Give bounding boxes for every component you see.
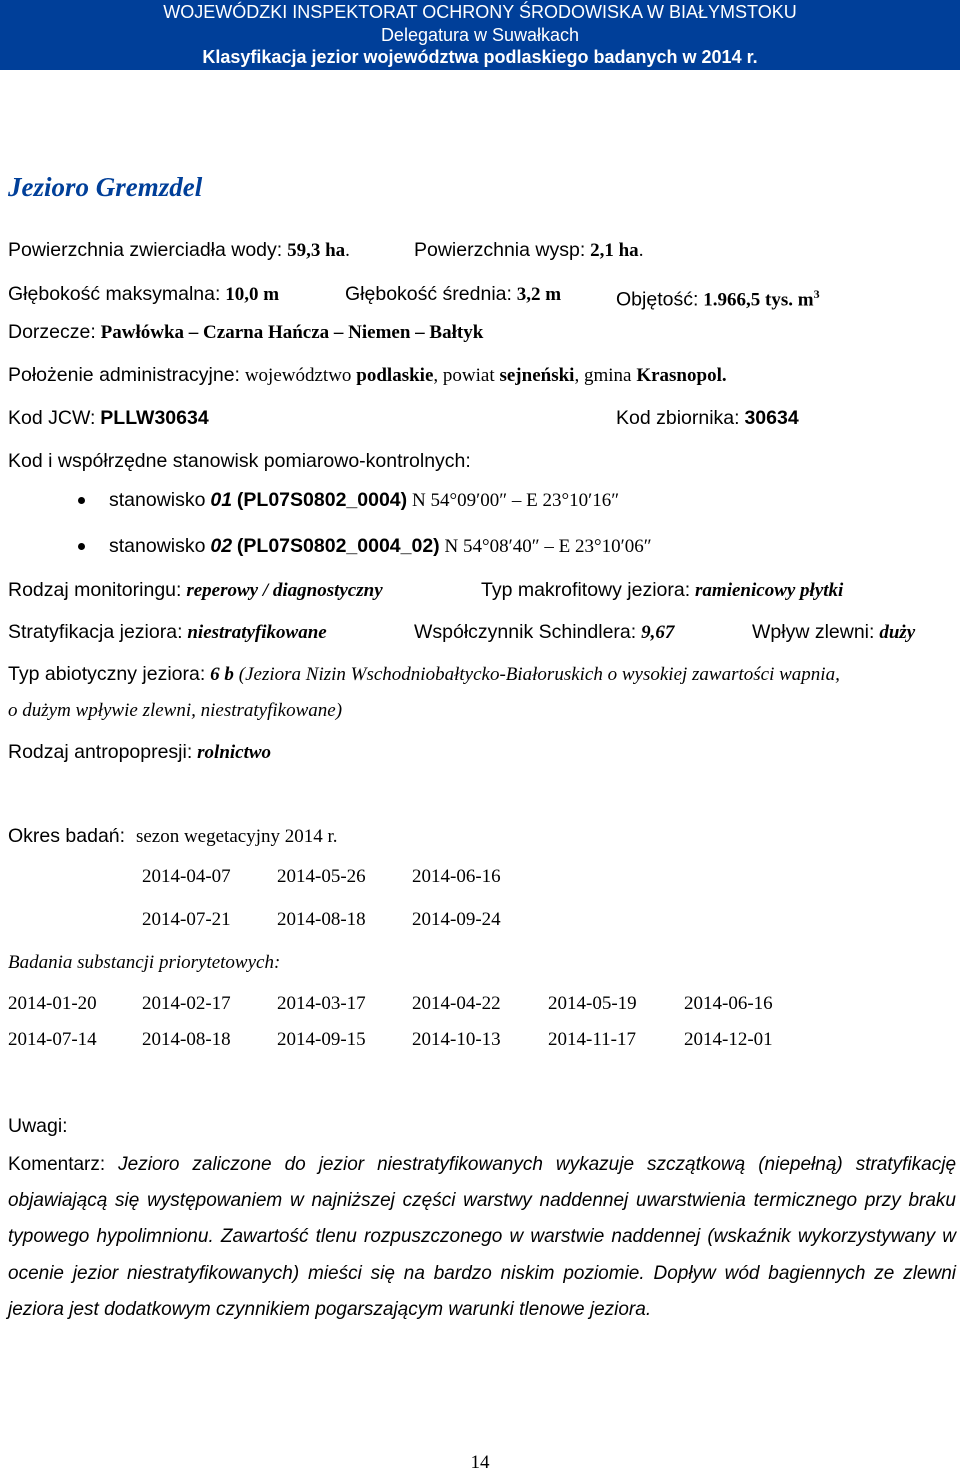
sampling-date: 2014-05-26 [277,866,366,887]
volume [616,282,820,313]
abiotic-value: 6 b [210,664,234,685]
macrophyte-type [481,578,843,603]
abiotic-label: Typ abiotyczny jeziora: [8,663,206,685]
stations-heading: Kod i współrzędne stanowisk pomiarowo-kontrolnych: [8,450,471,472]
basin-row [8,320,483,345]
macrophyte-label: Typ makrofitowy jeziora: [481,579,691,601]
lake-title: Jezioro Gremzdel [8,172,203,202]
anthropopressure-value: rolnictwo [197,742,272,763]
islands-surface-label: Powierzchnia wysp: [414,239,586,261]
study-period-label: Okres badań: [8,825,126,847]
study-period-value: sezon wegetacyjny 2014 r. [135,826,338,847]
station-code: (PL07S0802_0004_02) [236,535,440,557]
remarks-heading: Uwagi: [8,1115,68,1137]
sampling-date: 2014-08-18 [277,909,366,930]
priority-date: 2014-05-19 [548,993,637,1014]
station-coordinates: N 54°09′00″ – E 23°10′16″ [412,490,620,511]
station-number: 01 [210,489,233,511]
station-label: stanowisko [109,535,206,557]
priority-date: 2014-08-18 [142,1029,231,1050]
header-delegation: Delegatura w Suwałkach [0,24,960,46]
reservoir-value: 30634 [744,407,799,429]
priority-date: 2014-03-17 [277,993,366,1014]
basin-value: Pawłówka – Czarna Hańcza – Niemen – Bałtyk [100,322,484,343]
reservoir-label: Kod zbiornika: [616,407,740,429]
max-depth [8,282,279,307]
macrophyte-value: ramienicowy płytki [695,580,844,601]
location-text-county: , powiat [433,365,495,386]
priority-substances-label: Badania substancji priorytetowych: [8,952,281,973]
anthropopressure-label: Rodzaj antropopresji: [8,741,193,763]
jcw-value: PLLW30634 [100,407,209,429]
catchment-impact [752,620,915,645]
islands-surface-value: 2,1 ha [590,240,639,261]
catchment-label: Wpływ zlewni: [752,621,875,643]
priority-date: 2014-11-17 [548,1029,636,1050]
basin-label: Dorzecze: [8,321,96,343]
stratification-value: niestratyfikowane [187,622,327,643]
sampling-date: 2014-06-16 [412,866,501,887]
volume-label: Objętość: [616,288,699,311]
schindler-coefficient [414,620,674,645]
priority-date: 2014-10-13 [412,1029,501,1050]
anthropopressure [8,740,271,765]
volume-value: 1.966,5 tys. m [703,289,814,311]
location-label: Położenie administracyjne: [8,364,240,386]
abiotic-type [8,662,840,687]
islands-row: Powierzchnia wysp: 2,1 ha. [414,239,644,261]
monitoring-label: Rodzaj monitoringu: [8,579,182,601]
abiotic-description: (Jeziora Nizin Wschodniobałtycko-Białoruskich o wysokiej zawartości wapnia, [238,664,840,685]
monitoring-type [8,578,383,603]
comment-text: Jezioro zaliczone do jezior niestratyfikowanych wykazuje szczątkową (niepełną) stratyfikację objawiającą się występowaniem w najniższej części warstwy naddennej uwarstwienia termicznego przy braku typowego hypolimnionu. Zawartość tlenu rozpuszczonego w warstwie naddennej (wskaźnik wykorzystywany w ocenie jezior niestratyfikowanych) mieści się na bardzo niskim poziomie. Dopływ wód bagiennych ze zlewni jeziora jest dodatkowym czynnikiem pogarszającym warunki tlenowe jeziora. [8,1154,957,1320]
jcw-label: Kod JCW: [8,407,96,429]
sampling-date: 2014-07-21 [142,909,231,930]
location-text-commune: , gmina [574,365,632,386]
location-row: Położenie administracyjne: województwo podlaskie, powiat sejneński, gmina Krasnopol. [8,364,727,386]
priority-date: 2014-04-22 [412,993,501,1014]
station-code: (PL07S0802_0004) [236,489,408,511]
station-number: 02 [210,535,233,557]
jcw-code [8,406,209,431]
surface-row: Powierzchnia zwierciadła wody: 59,3 ha. [8,239,350,261]
bullet-icon [78,497,85,504]
station-coordinates: N 54°08′40″ – E 23°10′06″ [444,536,652,557]
avg-depth-value: 3,2 m [516,284,562,305]
header-report-title: Klasyfikacja jezior województwa podlaskiego badanych w 2014 r. [0,46,960,70]
station-label: stanowisko [109,489,206,511]
water-surface-value: 59,3 ha [287,240,346,261]
max-depth-value: 10,0 m [225,284,280,305]
comment-paragraph [8,1147,956,1328]
station-item [109,488,619,513]
sampling-date: 2014-04-07 [142,866,231,887]
location-commune: Krasnopol [636,365,722,386]
location-voivodeship: podlaskie [356,365,434,386]
bullet-icon [78,543,85,550]
sampling-date: 2014-09-24 [412,909,501,930]
priority-date: 2014-09-15 [277,1029,366,1050]
stratification [8,620,327,645]
priority-date: 2014-01-20 [8,993,97,1014]
reservoir-code [616,406,799,431]
catchment-value: duży [879,622,916,643]
avg-depth-label: Głębokość średnia: [345,283,512,305]
priority-date: 2014-06-16 [684,993,773,1014]
station-item [109,534,652,559]
abiotic-description-continued: o dużym wpływie zlewni, niestratyfikowane) [8,700,343,721]
location-county: sejneński [499,365,575,386]
schindler-label: Współczynnik Schindlera: [414,621,637,643]
location-text-voivodeship: województwo [244,365,352,386]
max-depth-label: Głębokość maksymalna: [8,283,221,305]
monitoring-value: reperowy / diagnostyczny [186,580,383,601]
page-number: 14 [470,1452,490,1473]
priority-date: 2014-07-14 [8,1029,97,1050]
water-surface-label: Powierzchnia zwierciadła wody: [8,239,283,261]
priority-date: 2014-12-01 [684,1029,773,1050]
comment-label: Komentarz: [8,1154,106,1175]
schindler-value: 9,67 [641,622,675,643]
stratification-label: Stratyfikacja jeziora: [8,621,183,643]
study-period [8,824,338,849]
avg-depth [345,282,561,307]
volume-unit-exponent: 3 [813,287,820,301]
priority-date: 2014-02-17 [142,993,231,1014]
header-institution: WOJEWÓDZKI INSPEKTORAT OCHRONY ŚRODOWISKA W BIAŁYMSTOKU [0,0,960,24]
